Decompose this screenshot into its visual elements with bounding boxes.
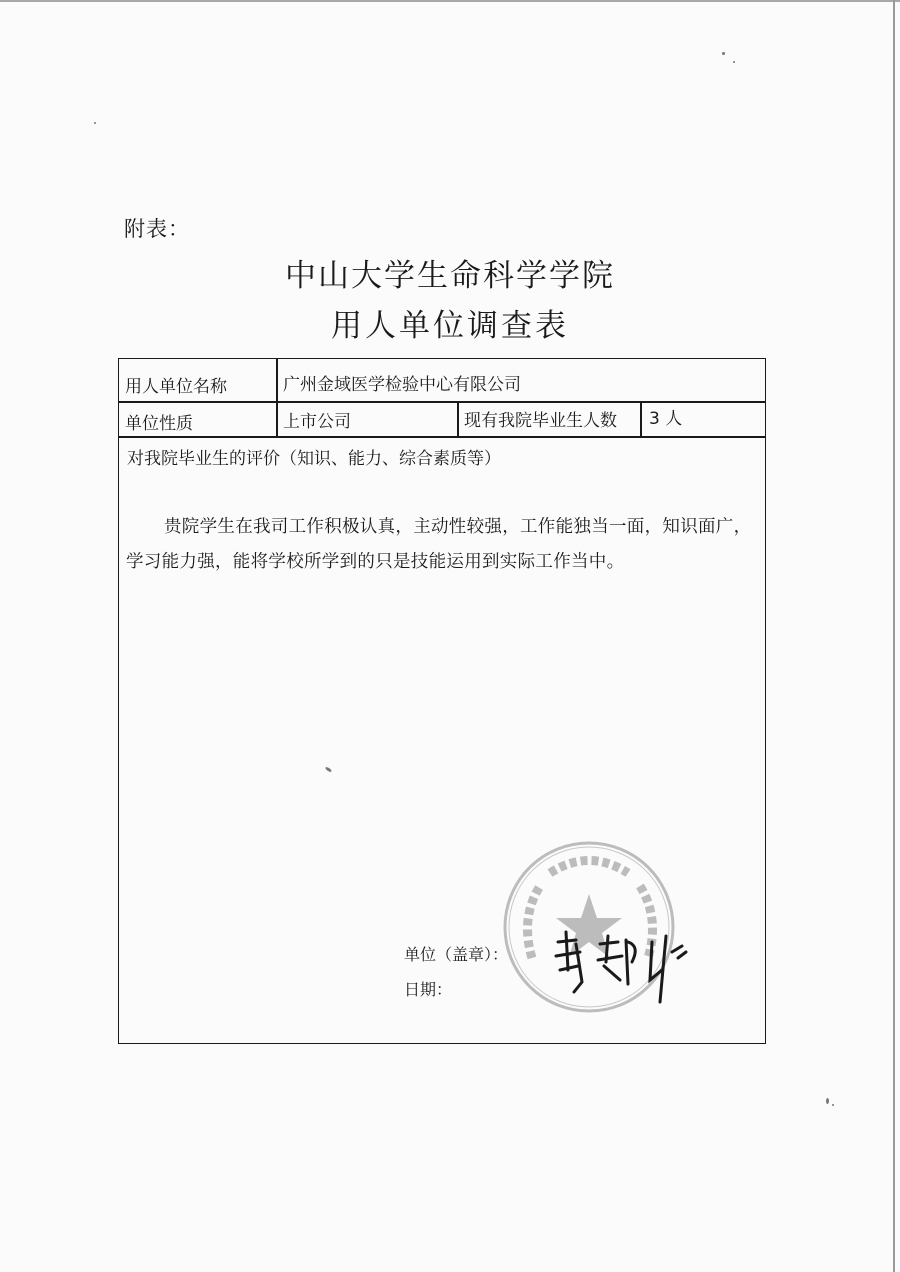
table-column-divider <box>640 401 642 437</box>
scan-edge-right <box>893 0 895 1272</box>
handwritten-signature <box>548 922 698 1012</box>
scan-speck <box>722 52 725 55</box>
unit-nature-value: 上市公司 <box>283 412 351 432</box>
graduates-count-label: 现有我院毕业生人数 <box>464 411 617 431</box>
scan-edge-top <box>0 0 900 2</box>
unit-nature-label: 单位性质 <box>125 414 193 434</box>
table-column-divider <box>457 401 459 437</box>
document-title-line2: 用人单位调查表 <box>331 308 569 344</box>
graduates-count-value: 3 人 <box>649 409 683 429</box>
table-row-divider <box>118 436 766 438</box>
table-column-divider <box>276 358 278 437</box>
employer-name-label: 用人单位名称 <box>125 377 227 397</box>
evaluation-label: 对我院毕业生的评价（知识、能力、综合素质等） <box>127 449 501 469</box>
scan-speck <box>832 1104 834 1106</box>
scan-speck <box>826 1098 829 1104</box>
date-label: 日期： <box>404 980 453 999</box>
employer-name-value: 广州金域医学检验中心有限公司 <box>283 375 521 395</box>
document-title-line1: 中山大学生命科学学院 <box>285 258 615 294</box>
table-row-divider <box>118 401 766 403</box>
evaluation-text: 贵院学生在我司工作积极认真，主动性较强，工作能独当一面，知识面广，学习能力强，能将学校所学到的只是技能运用到实际工作当中。 <box>126 517 752 572</box>
unit-seal-label: 单位（盖章）： <box>404 945 509 964</box>
attachment-label: 附表： <box>124 217 190 241</box>
scan-speck <box>733 61 735 63</box>
scan-speck <box>94 122 96 124</box>
